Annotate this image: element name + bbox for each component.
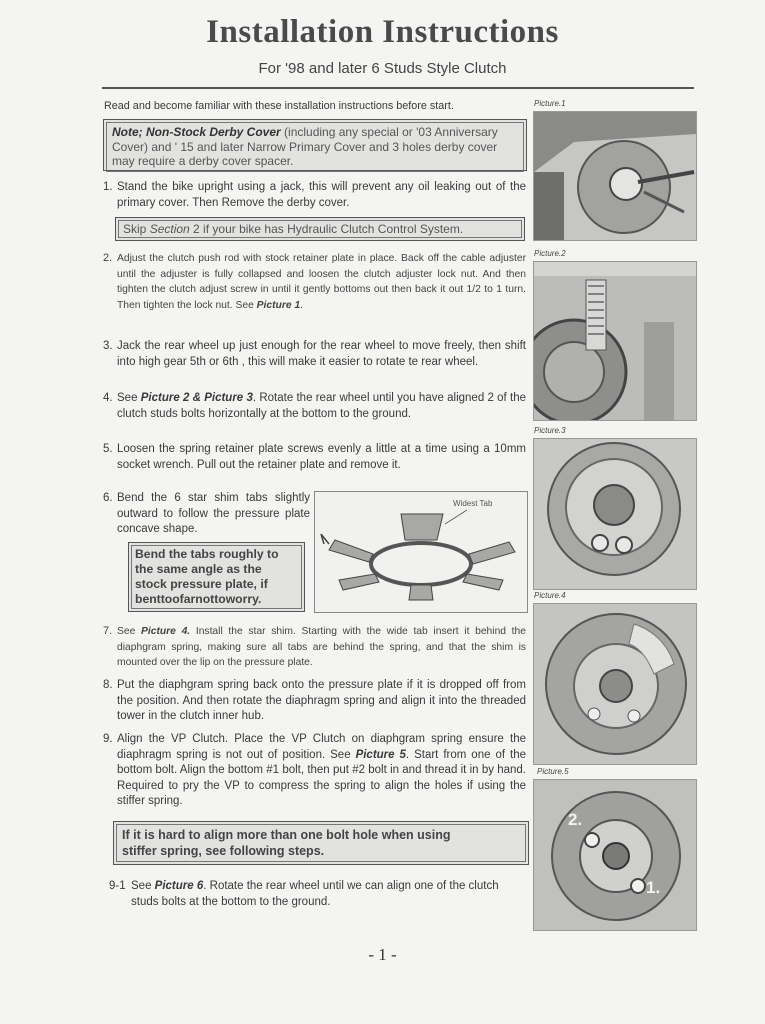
step-6 [103,491,310,538]
step-number: 9-1 [109,880,126,892]
note-box [103,119,527,171]
picture-3 [533,438,697,590]
picture-ref: Picture 2 & Picture 3 [140,392,253,404]
step-number: 4. [103,392,113,404]
header-rule [102,87,694,89]
step-number: 8. [103,679,113,691]
step-number: 1. [103,181,113,193]
picture-4-caption: Picture.4 [534,591,566,600]
step-text: Jack the rear wheel up just enough for the rear wheel to move freely, then shift into high gear 5th or 6th , this will make it easier to rotate te rear wheel. [117,340,526,368]
step-number: 7. [103,625,113,637]
picture-ref: Picture 1 [256,299,301,311]
step-text: . Start from one of the bottom bolt. Align the bottom #1 bolt, then put #2 bolt in and thread it in by hand. Required to pry the VP to compress the spring to align the holes if using the stiffer spring. [117,748,526,807]
note-lead: Note; Non-Stock Derby Cover [112,125,281,139]
step-4: 4. See Picture 2 & Picture 3. Rotate the rear wheel until you have aligned 2 of the clutch studs bolts horizontally at the bottom to the ground. [103,392,526,420]
skip-text: Skip Section 2 if your bike has Hydraulic Clutch Control System. [118,220,522,238]
picture-3-caption: Picture.3 [534,426,566,435]
hard-align-text: If it is hard to align more than one bolt hole when using stiffer spring, see following steps. [116,824,526,862]
skip-box [115,217,525,241]
step-5 [103,442,526,473]
picture-2-caption: Picture.2 [534,249,566,258]
note-text [106,122,524,172]
picture-3-image [534,439,696,589]
step-text: . Rotate the rear wheel until you have aligned 2 of the clutch studs bolts horizontally at the bottom to the ground. [117,392,526,420]
page-title: Installation Instructions [206,14,559,50]
step-3 [103,339,526,370]
step-number: 3. [103,340,113,352]
picture-ref: Picture 4. [141,626,191,637]
picture-2-image [534,262,696,420]
picture-2 [533,261,697,421]
step-text: Stand the bike upright using a jack, this will prevent any oil leaking out of the primary cover. Then Remove the derby cover. [117,181,526,209]
widest-tab-label: Widest Tab [453,499,493,508]
step-text: . Rotate the rear wheel until we can align one of the clutch studs bolts at the bottom to the ground. [131,880,499,908]
step-number: 5. [103,443,113,455]
picture-4-image [534,604,696,764]
step-number: 2. [103,252,113,264]
step-text: Adjust the clutch push rod with stock retainer plate in place. Back off the cable adjuster until the adjuster is fully collapsed and loosen the clutch adjuster lock nut. And then tighten the clutch adjust screw in until it gently bottoms out then back it out 1/2 to 1 turn. Then tighten the lock nut. See [117,253,526,311]
step-1 [103,180,526,211]
page-number: - 1 - [368,945,397,964]
step-8 [103,678,526,725]
step-text: Loosen the spring retainer plate screws evenly a little at a time using a 10mm socket wrench. Pull out the retainer plate and remove it. [117,443,526,471]
step-number: 9. [103,733,113,745]
step-7: 7. See Picture 4. Install the star shim. Starting with the wide tab insert it behind the diaphgram spring, making sure all tabs are behind the spring, and that the shim is mounted over the lip on the pressure plate. [103,625,527,668]
step-text: Bend the 6 star shim tabs slightly outward to follow the pressure plate concave shape. [117,492,310,535]
step-9: 9. Align the VP Clutch. Place the VP Clutch on diaphgram spring ensure the diaphragm spring is not out of position. See Picture 5. Start from one of the bottom bolt. Align the bottom #1 bolt, then put #2 bolt in and thread it in by hand. Required to pry the VP to compress the spring to align the holes if using the stiffer spring. [103,733,526,807]
picture-5 [533,779,697,931]
step-2: 2. Adjust the clutch push rod with stock retainer plate in place. Back off the cable adjuster until the adjuster is fully collapsed and loosen the clutch adjuster lock nut. And then tighten the clutch adjust screw in until it gently bottoms out then back it out 1/2 to 1 turn. Then tighten the lock nut. See Picture 1. [103,252,526,311]
picture-5-label-1: 1. [646,878,661,897]
picture-5-image [534,780,696,930]
picture-1-caption: Picture.1 [534,99,566,108]
step-text: Put the diaphgram spring back onto the pressure plate if it is dropped off from the position. And then rotate the diaphragm spring and align it into the threaded tower in the clutch inner hub. [117,679,526,722]
picture-ref: Picture 5 [355,748,406,761]
intro-text: Read and become familiar with these installation instructions before start. [104,100,454,112]
step-number: 6. [103,492,113,504]
step-text: Install the star shim. Starting with the wide tab insert it behind the diaphgram spring, making sure all tabs are behind the spring, and that the shim is mounted over the lip on the pressure plate. [117,626,527,668]
star-shim-figure [314,491,528,613]
bend-tabs-text: Bend the tabs roughly to the same angle as the stock pressure plate, if benttoofarnottoworry. [131,545,302,609]
picture-ref: Picture 6 [154,880,204,892]
step-9-1: 9-1 See Picture 6. Rotate the rear wheel until we can align one of the clutch studs bolts at the bottom to the ground. [109,880,499,908]
picture-4 [533,603,697,765]
page-subtitle: For '98 and later 6 Studs Style Clutch [258,60,507,77]
picture-5-label-2: 2. [568,810,583,829]
picture-5-caption: Picture.5 [537,767,569,776]
bend-tabs-box [128,542,305,612]
picture-1-image [534,112,696,240]
hard-align-box [113,821,529,865]
note-rest: (including any special or '03 Anniversary Cover) and ' 15 and later Narrow Primary Cover and 3 holes derby cover may require a derby cover spacer. [112,125,498,168]
picture-1 [533,111,697,241]
star-shim-drawing [315,492,527,612]
